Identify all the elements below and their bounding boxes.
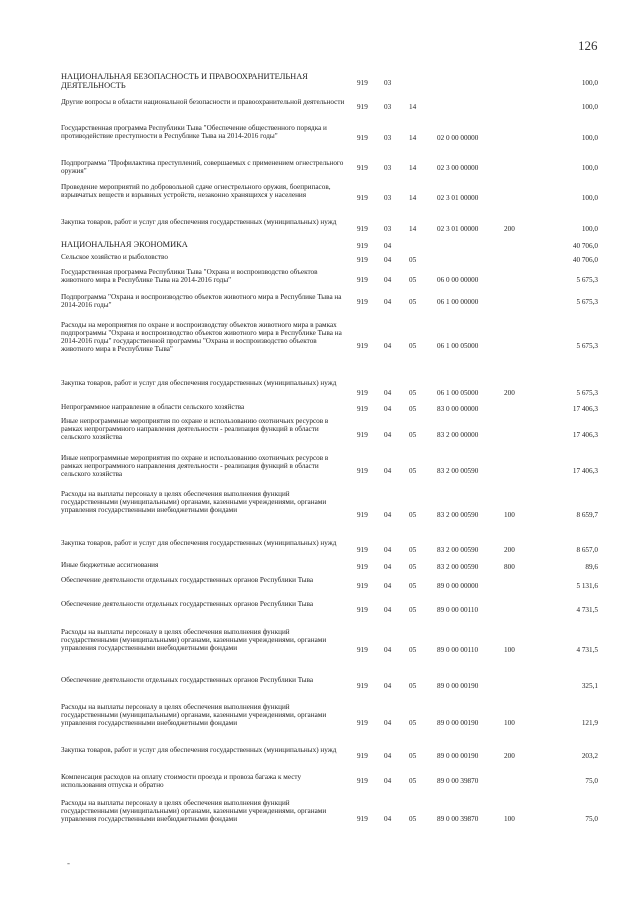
ministry-code: 919 <box>357 194 368 202</box>
row-description: Закупка товаров, работ и услуг для обеспечения государственных (муниципальных) нужд <box>61 539 337 547</box>
section-code: 04 <box>384 719 392 727</box>
row-description: Иные бюджетные ассигнования <box>61 561 159 569</box>
target-article-code: 89 0 00 39870 <box>437 815 479 823</box>
row-description: Расходы на выплаты персоналу в целях обеспечения выполнения функций государственными (муниципальными) органами, казенными учреждениями, органами управления государственными внебюджетными фондами <box>61 703 327 727</box>
amount: 89,6 <box>585 563 598 571</box>
expense-type-code: 800 <box>504 563 515 571</box>
section-code: 04 <box>384 777 392 785</box>
section-code: 04 <box>384 342 392 350</box>
amount: 4 731,5 <box>576 646 598 654</box>
section-code: 03 <box>384 164 392 172</box>
section-code: 04 <box>384 276 392 284</box>
amount: 40 706,0 <box>572 242 598 250</box>
ministry-code: 919 <box>357 342 368 350</box>
ministry-code: 919 <box>357 546 368 554</box>
section-code: 04 <box>384 752 392 760</box>
expense-type-code: 200 <box>504 225 515 233</box>
row-description: Обеспечение деятельности отдельных государственных органов Республики Тыва <box>61 576 314 584</box>
subsection-code: 05 <box>409 752 417 760</box>
amount: 100,0 <box>581 103 598 111</box>
target-article-code: 89 0 00 00110 <box>437 606 479 614</box>
target-article-code: 89 0 00 00000 <box>437 582 479 590</box>
amount: 325,1 <box>581 682 598 690</box>
section-code: 04 <box>384 389 392 397</box>
section-code: 04 <box>384 256 392 264</box>
section-code: 03 <box>384 194 392 202</box>
ministry-code: 919 <box>357 511 368 519</box>
ministry-code: 919 <box>357 582 368 590</box>
amount: 5 675,3 <box>576 389 598 397</box>
amount: 5 675,3 <box>576 276 598 284</box>
ministry-code: 919 <box>357 606 368 614</box>
expense-type-code: 200 <box>504 389 515 397</box>
stray-mark: - <box>67 858 70 868</box>
target-article-code: 06 1 00 00000 <box>437 298 479 306</box>
amount: 4 731,5 <box>576 606 598 614</box>
row-description: Расходы на мероприятия по охране и воспроизводству объектов животного мира в рамках подпрограммы "Охрана и воспроизводство объектов животного мира в Республике Тыва на 2014-2016 годы" государственной программы "Охрана и воспроизводство объектов животного мира в Республике Тыва" <box>61 321 342 353</box>
target-article-code: 83 2 00 00590 <box>437 563 479 571</box>
amount: 5 675,3 <box>576 298 598 306</box>
row-description: НАЦИОНАЛЬНАЯ ЭКОНОМИКА <box>61 240 188 249</box>
amount: 75,0 <box>585 815 598 823</box>
row-description: Непрограммное направление в области сельского хозяйства <box>61 403 245 411</box>
expense-type-code: 100 <box>504 646 515 654</box>
page-number: 126 <box>578 38 598 53</box>
row-description: Иные непрограммные мероприятия по охране и использованию охотничьих ресурсов в рамках непрограммного направления деятельности - реализация функций в области сельского хозяйства <box>61 417 329 441</box>
ministry-code: 919 <box>357 815 368 823</box>
ministry-code: 919 <box>357 682 368 690</box>
section-code: 04 <box>384 467 392 475</box>
target-article-code: 06 1 00 05000 <box>437 342 479 350</box>
row-description: Закупка товаров, работ и услуг для обеспечения государственных (муниципальных) нужд <box>61 218 337 226</box>
ministry-code: 919 <box>357 79 368 87</box>
subsection-code: 05 <box>409 342 417 350</box>
ministry-code: 919 <box>357 777 368 785</box>
row-description: Проведение мероприятий по добровольной сдаче огнестрельного оружия, боеприпасов, взрывчатых веществ и взрывных устройств, незаконно хранящихся у населения <box>61 183 331 199</box>
subsection-code: 05 <box>409 511 417 519</box>
subsection-code: 14 <box>409 103 417 111</box>
row-description: Обеспечение деятельности отдельных государственных органов Республики Тыва <box>61 600 314 608</box>
section-code: 03 <box>384 79 392 87</box>
ministry-code: 919 <box>357 164 368 172</box>
ministry-code: 919 <box>357 405 368 413</box>
row-description: Иные непрограммные мероприятия по охране и использованию охотничьих ресурсов в рамках непрограммного направления деятельности - реализация функций в области сельского хозяйства <box>61 454 329 478</box>
amount: 203,2 <box>581 752 598 760</box>
target-article-code: 02 3 00 00000 <box>437 164 479 172</box>
section-code: 04 <box>384 546 392 554</box>
row-description: Другие вопросы в области национальной безопасности и правоохранительной деятельности <box>61 98 345 106</box>
amount: 100,0 <box>581 164 598 172</box>
amount: 121,9 <box>581 719 598 727</box>
subsection-code: 05 <box>409 563 417 571</box>
subsection-code: 05 <box>409 298 417 306</box>
section-code: 03 <box>384 103 392 111</box>
section-code: 04 <box>384 815 392 823</box>
ministry-code: 919 <box>357 276 368 284</box>
ministry-code: 919 <box>357 431 368 439</box>
ministry-code: 919 <box>357 563 368 571</box>
row-description: Расходы на выплаты персоналу в целях обеспечения выполнения функций государственными (муниципальными) органами, казенными учреждениями, органами управления государственными внебюджетными фондами <box>61 628 327 652</box>
subsection-code: 05 <box>409 431 417 439</box>
subsection-code: 05 <box>409 682 417 690</box>
amount: 100,0 <box>581 194 598 202</box>
target-article-code: 83 2 00 00590 <box>437 511 479 519</box>
section-code: 04 <box>384 606 392 614</box>
row-description: Государственная программа Республики Тыва "Охрана и воспроизводство объектов животного мира в Республике Тыва на 2014-2016 годы" <box>61 268 318 284</box>
ministry-code: 919 <box>357 242 368 250</box>
expense-type-code: 100 <box>504 511 515 519</box>
ministry-code: 919 <box>357 467 368 475</box>
amount: 8 659,7 <box>576 511 598 519</box>
target-article-code: 83 0 00 00000 <box>437 405 479 413</box>
row-description: Обеспечение деятельности отдельных государственных органов Республики Тыва <box>61 676 314 684</box>
section-code: 03 <box>384 134 392 142</box>
section-code: 04 <box>384 242 392 250</box>
ministry-code: 919 <box>357 389 368 397</box>
subsection-code: 14 <box>409 194 417 202</box>
section-code: 04 <box>384 511 392 519</box>
amount: 40 706,0 <box>572 256 598 264</box>
ministry-code: 919 <box>357 134 368 142</box>
amount: 5 131,6 <box>576 582 598 590</box>
row-description: Подпрограмма "Профилактика преступлений, совершаемых с применением огнестрельного оружия" <box>61 159 344 175</box>
subsection-code: 05 <box>409 606 417 614</box>
ministry-code: 919 <box>357 225 368 233</box>
subsection-code: 05 <box>409 719 417 727</box>
subsection-code: 05 <box>409 777 417 785</box>
target-article-code: 83 2 00 00000 <box>437 431 479 439</box>
target-article-code: 02 3 01 00000 <box>437 225 479 233</box>
subsection-code: 05 <box>409 546 417 554</box>
row-description: Подпрограмма "Охрана и воспроизводство объектов животного мира в Республике Тыва на 2014-2016 годы" <box>61 293 342 309</box>
target-article-code: 02 3 01 00000 <box>437 194 479 202</box>
amount: 100,0 <box>581 79 598 87</box>
target-article-code: 89 0 00 00110 <box>437 646 479 654</box>
expense-type-code: 100 <box>504 815 515 823</box>
subsection-code: 05 <box>409 646 417 654</box>
row-description: Сельское хозяйство и рыболовство <box>61 253 168 261</box>
subsection-code: 14 <box>409 134 417 142</box>
subsection-code: 05 <box>409 405 417 413</box>
expense-type-code: 200 <box>504 546 515 554</box>
amount: 8 657,0 <box>576 546 598 554</box>
target-article-code: 06 1 00 05000 <box>437 389 479 397</box>
ministry-code: 919 <box>357 103 368 111</box>
subsection-code: 05 <box>409 467 417 475</box>
ministry-code: 919 <box>357 256 368 264</box>
subsection-code: 05 <box>409 582 417 590</box>
row-description: Закупка товаров, работ и услуг для обеспечения государственных (муниципальных) нужд <box>61 746 337 754</box>
subsection-code: 05 <box>409 256 417 264</box>
target-article-code: 89 0 00 00190 <box>437 752 479 760</box>
subsection-code: 14 <box>409 164 417 172</box>
amount: 17 406,3 <box>572 431 598 439</box>
section-code: 04 <box>384 563 392 571</box>
ministry-code: 919 <box>357 752 368 760</box>
subsection-code: 14 <box>409 225 417 233</box>
target-article-code: 02 0 00 00000 <box>437 134 479 142</box>
section-code: 04 <box>384 646 392 654</box>
row-description: Компенсация расходов на оплату стоимости проезда и провоза багажа к месту использования отпуска и обратно <box>61 773 302 789</box>
expense-type-code: 200 <box>504 752 515 760</box>
section-code: 04 <box>384 431 392 439</box>
subsection-code: 05 <box>409 389 417 397</box>
section-code: 03 <box>384 225 392 233</box>
ministry-code: 919 <box>357 719 368 727</box>
section-code: 04 <box>384 298 392 306</box>
row-description: Расходы на выплаты персоналу в целях обеспечения выполнения функций государственными (муниципальными) органами, казенными учреждениями, органами управления государственными внебюджетными фондами <box>61 799 327 823</box>
amount: 100,0 <box>581 225 598 233</box>
amount: 5 675,3 <box>576 342 598 350</box>
row-description: НАЦИОНАЛЬНАЯ БЕЗОПАСНОСТЬ И ПРАВООХРАНИТЕЛЬНАЯ ДЕЯТЕЛЬНОСТЬ <box>61 72 308 90</box>
section-code: 04 <box>384 405 392 413</box>
ministry-code: 919 <box>357 646 368 654</box>
target-article-code: 06 0 00 00000 <box>437 276 479 284</box>
amount: 100,0 <box>581 134 598 142</box>
row-description: Расходы на выплаты персоналу в целях обеспечения выполнения функций государственными (муниципальными) органами, казенными учреждениями, органами управления государственными внебюджетными фондами <box>61 490 327 514</box>
section-code: 04 <box>384 582 392 590</box>
target-article-code: 89 0 00 39870 <box>437 777 479 785</box>
amount: 17 406,3 <box>572 467 598 475</box>
target-article-code: 83 2 00 00590 <box>437 467 479 475</box>
amount: 75,0 <box>585 777 598 785</box>
amount: 17 406,3 <box>572 405 598 413</box>
target-article-code: 89 0 00 00190 <box>437 682 479 690</box>
target-article-code: 83 2 00 00590 <box>437 546 479 554</box>
row-description: Закупка товаров, работ и услуг для обеспечения государственных (муниципальных) нужд <box>61 379 337 387</box>
section-code: 04 <box>384 682 392 690</box>
expense-type-code: 100 <box>504 719 515 727</box>
target-article-code: 89 0 00 00190 <box>437 719 479 727</box>
subsection-code: 05 <box>409 815 417 823</box>
subsection-code: 05 <box>409 276 417 284</box>
ministry-code: 919 <box>357 298 368 306</box>
row-description: Государственная программа Республики Тыва "Обеспечение общественного порядка и противодействие преступности в Республике Тыва на 2014-2016 годы" <box>61 124 327 140</box>
